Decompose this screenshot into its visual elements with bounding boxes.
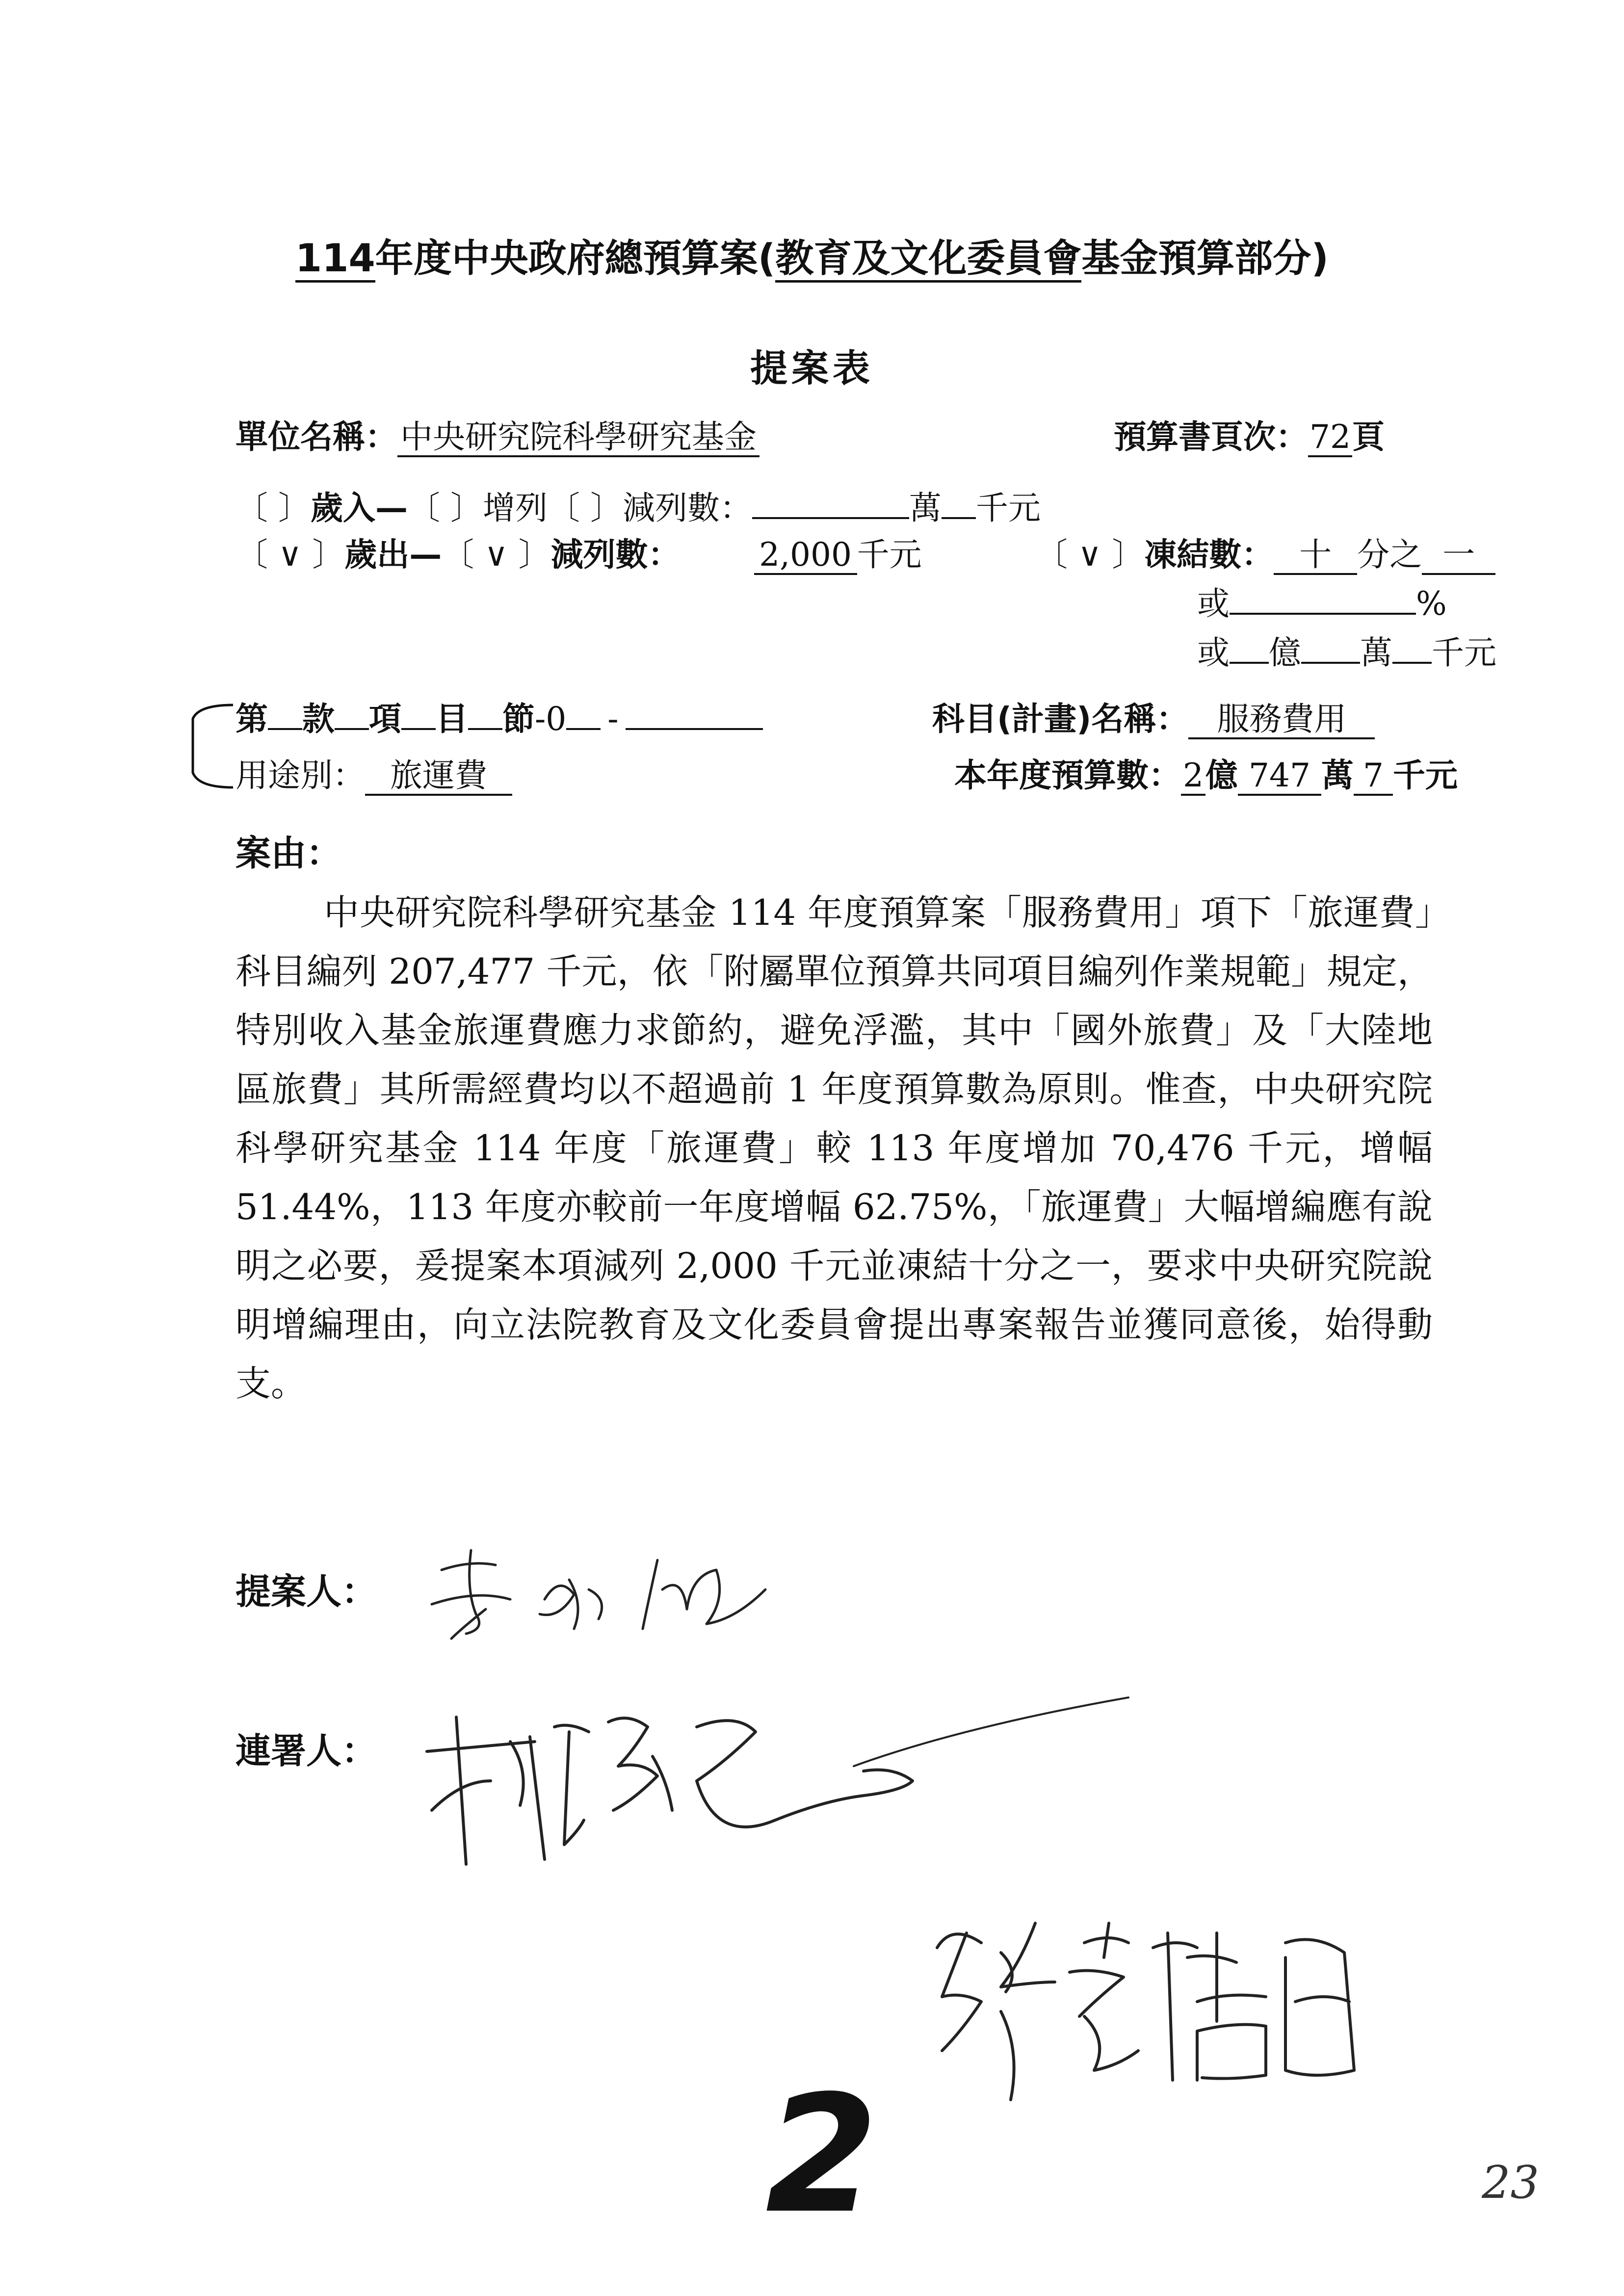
usage-label: 用途別： <box>236 757 365 794</box>
section-kuan: 款 <box>302 700 335 738</box>
freeze-qian-value <box>1392 662 1432 664</box>
freeze-fraction-text: 分之 <box>1357 536 1422 574</box>
budget-page-row <box>1114 419 1385 457</box>
revenue-checkbox[interactable]: 〔 〕 <box>236 489 311 527</box>
revenue-thousand-value <box>942 517 976 519</box>
freeze-row <box>1035 537 1495 575</box>
freeze-wan: 萬 <box>1360 634 1392 672</box>
freeze-label: 凍結數： <box>1144 536 1274 574</box>
section-bracket <box>184 699 238 792</box>
budget-page-label: 預算書頁次： <box>1114 418 1308 456</box>
revenue-increase-checkbox[interactable]: 〔 〕 <box>407 489 483 527</box>
title-prefix: 年度中央政府總預算案( <box>375 236 776 281</box>
freeze-wan-value <box>1301 662 1360 664</box>
section-xiang: 項 <box>369 700 401 738</box>
handwritten-number: 2 <box>765 2061 878 2249</box>
freeze-percent-value <box>1230 613 1416 615</box>
revenue-thousand: 千元 <box>975 489 1041 527</box>
freeze-or-1: 或 <box>1197 585 1230 623</box>
current-budget-qian: 千元 <box>1393 757 1458 794</box>
title-suffix: 基金預算部分) <box>1081 236 1329 281</box>
subject-value: 服務費用 <box>1188 702 1375 739</box>
revenue-decrease-label: 減列數： <box>622 489 752 527</box>
expenditure-decrease-label: 減列數： <box>550 536 681 574</box>
freeze-or-2: 或 <box>1197 634 1230 672</box>
section-mu: 目 <box>436 700 468 738</box>
proposer-signature <box>412 1531 814 1658</box>
document-title <box>0 238 1624 283</box>
reason-label: 案由： <box>236 833 342 874</box>
subject-label: 科目(計畫)名稱： <box>932 700 1189 738</box>
freeze-denominator: 十 <box>1274 537 1357 575</box>
freeze-amount-row <box>1197 635 1496 671</box>
revenue-row <box>236 491 1041 526</box>
revenue-increase-label: 增列 <box>482 489 548 527</box>
current-budget-qian-value: 7 <box>1354 758 1393 796</box>
usage-row <box>236 758 512 796</box>
revenue-label: 歲入— <box>310 489 408 527</box>
expenditure-row <box>236 537 922 575</box>
cosigner-signature-2 <box>922 1904 1393 2129</box>
page-number: 23 <box>1482 2156 1540 2209</box>
form-title: 提案表 <box>750 346 874 390</box>
current-budget-wan-value: 747 <box>1238 758 1321 796</box>
subject-row <box>932 702 1375 739</box>
revenue-amount <box>752 517 909 519</box>
cosigner-signature-1 <box>422 1683 1158 1889</box>
freeze-qian: 千元 <box>1432 634 1496 672</box>
expenditure-unit: 千元 <box>857 536 922 574</box>
expenditure-checkbox[interactable]: 〔 ∨ 〕 <box>236 536 345 574</box>
expenditure-amount: 2,000 <box>754 537 857 575</box>
budget-page-value: 72 <box>1308 419 1352 457</box>
usage-value: 旅運費 <box>365 758 512 796</box>
freeze-yi-value <box>1230 662 1269 664</box>
revenue-decrease-checkbox[interactable]: 〔 〕 <box>547 489 623 527</box>
current-budget-yi-value: 2 <box>1181 758 1205 796</box>
section-di: 第 <box>236 700 268 738</box>
cosigner-label: 連署人： <box>236 1730 377 1772</box>
section-dash: - <box>607 700 619 738</box>
section-row <box>236 702 763 737</box>
current-budget-row <box>954 758 1458 796</box>
expenditure-label: 歲出— <box>344 536 442 574</box>
title-committee: 教育及文化委員會 <box>775 238 1081 283</box>
unit-row <box>236 419 760 457</box>
budget-page-unit: 頁 <box>1352 418 1385 456</box>
freeze-percent: % <box>1416 585 1447 623</box>
reason-body <box>236 883 1433 1413</box>
revenue-wan: 萬 <box>909 489 942 527</box>
freeze-yi: 億 <box>1269 634 1301 672</box>
unit-label: 單位名稱： <box>236 418 397 456</box>
title-year: 114 <box>295 238 375 283</box>
freeze-numerator: 一 <box>1422 537 1495 575</box>
current-budget-yi: 億 <box>1205 757 1238 794</box>
freeze-percent-row <box>1197 586 1447 622</box>
unit-value: 中央研究院科學研究基金 <box>397 419 760 457</box>
section-jie-value: -0 <box>535 700 567 738</box>
current-budget-label: 本年度預算數： <box>954 757 1181 794</box>
current-budget-wan: 萬 <box>1321 757 1354 794</box>
reason-text: 中央研究院科學研究基金 114 年度預算案「服務費用」項下「旅運費」科目編列 207,477 千元，依「附屬單位預算共同項目編列作業規範」規定，特別收入基金旅運費應力求節約，避免浮濫，其中「國外旅費」及「大陸地區旅費」其所需經費均以不超過前 1 年度預算數為原則。惟查，中央研究院科學研究基金 114 年度「旅運費」較 113 年度增加 70,476 千元，增幅 51.44%，113 年度亦較前一年度增幅 62.75%，「旅運費」大幅增編應有說明之必要，爰提案本項減列 2,000 千元並凍結十分之一，要求中央研究院說明增編理由，向立法院教育及文化委員會提出專案報告並獲同意後，始得動支。 <box>236 892 1433 1404</box>
expenditure-decrease-checkbox[interactable]: 〔 ∨ 〕 <box>442 536 551 574</box>
proposer-label: 提案人： <box>236 1571 377 1612</box>
section-jie: 節 <box>502 700 535 738</box>
freeze-checkbox[interactable]: 〔 ∨ 〕 <box>1035 536 1145 574</box>
